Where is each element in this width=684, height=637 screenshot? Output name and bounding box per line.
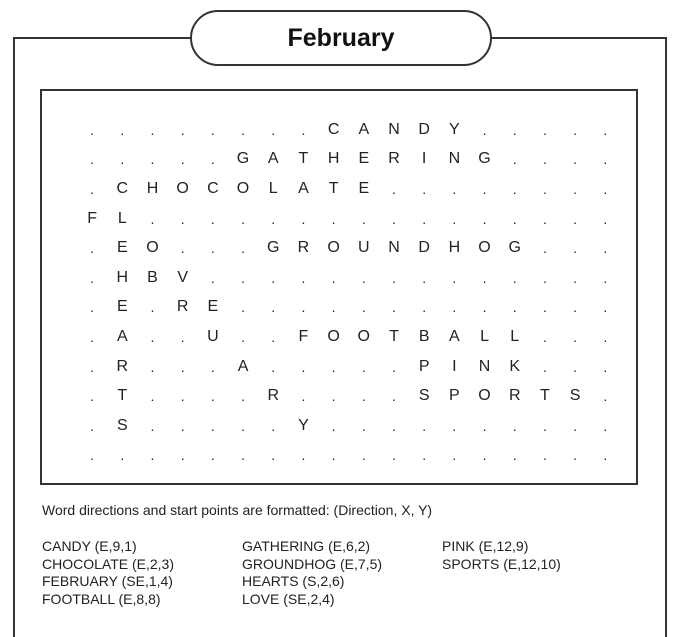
grid-cell: U [207,327,219,345]
grid-cell: . [90,269,95,286]
grid-cell: . [542,210,547,227]
grid-cell: . [180,417,185,434]
grid-cell: . [210,269,215,286]
grid-cell: . [180,328,185,345]
grid-cell: E [207,298,219,316]
grid-cell: . [573,121,578,138]
word-column [42,538,174,608]
grid-cell: . [573,417,578,434]
grid-cell: . [573,358,578,375]
grid-cell: C [207,179,219,197]
grid-cell: . [542,269,547,286]
grid-cell: S [116,416,128,434]
grid-cell: . [603,180,608,197]
grid-cell: . [512,180,517,197]
grid-cell: . [392,269,396,286]
grid-cell: A [449,327,460,345]
grid-cell: Y [449,120,460,138]
grid-cell: O [357,327,370,345]
grid-cell: . [120,121,125,138]
grid-cell: . [603,358,608,375]
grid-cell: . [90,240,95,257]
grid-cell: . [512,121,517,138]
grid-cell: . [482,121,487,138]
grid-cell: . [241,240,245,257]
grid-cell: . [150,328,155,345]
grid-cell: N [478,357,491,375]
grid-cell: . [542,151,547,168]
grid-cell: E [358,179,370,197]
grid-cell: . [482,269,487,286]
grid-cell: . [90,299,95,316]
grid-cell: B [418,327,430,345]
grid-cell: E [358,150,370,168]
grid-cell: . [542,121,547,138]
grid-cell: . [241,269,245,286]
grid-cell: . [392,358,396,375]
grid-cell: . [271,299,276,316]
grid-cell: C [116,179,129,197]
grid-cell: . [180,121,185,138]
grid-cell: K [509,357,521,375]
grid-cell: . [542,447,547,464]
grid-cell: . [301,447,306,464]
grid-cell: L [268,179,278,197]
grid-cell: L [480,327,489,345]
grid-cell: . [301,210,306,227]
grid-cell: . [542,299,547,316]
grid-cell: O [327,327,340,345]
grid-cell: S [569,387,581,405]
grid-cell: Y [298,416,309,434]
grid-cell: I [452,357,457,375]
grid-cell: . [90,180,95,197]
grid-cell: . [150,151,155,168]
grid-cell: C [327,120,340,138]
grid-cell: . [150,447,155,464]
grid-cell: . [603,299,608,316]
grid-cell: F [298,327,309,345]
grid-cell: V [177,268,188,286]
grid-cell: . [603,328,608,345]
grid-cell: . [301,269,306,286]
grid-cell: F [87,209,97,227]
grid-cell: . [331,417,336,434]
grid-cell: . [120,151,125,168]
grid-cell: A [237,357,249,375]
grid-cell: . [210,388,215,405]
grid-cell: G [478,150,491,168]
grid-cell: . [361,210,366,227]
grid-cell: . [452,299,457,316]
grid-cell: . [331,447,336,464]
grid-cell: . [603,447,608,464]
grid-cell: . [301,299,306,316]
grid-cell: . [90,358,95,375]
word-entry: FOOTBALL (E,8,8) [42,590,161,607]
grid-cell: . [573,240,578,257]
grid-cell: . [361,447,366,464]
grid-cell: O [478,239,491,257]
word-entry: FEBRUARY (SE,1,4) [42,573,173,589]
grid-cell: . [452,417,457,434]
page-title: February [190,10,492,66]
grid-cell: . [241,121,245,138]
grid-cell: O [327,239,340,257]
grid-cell: . [603,151,608,168]
grid-cell: . [241,299,245,316]
grid-cell: R [176,298,189,316]
grid-cell: . [573,299,578,316]
grid-cell: . [573,447,578,464]
grid-cell: . [210,358,215,375]
grid-cell: . [210,240,215,257]
grid-cell: . [90,388,95,405]
grid-cell: A [116,327,128,345]
grid-cell: . [392,417,396,434]
grid-cell: P [449,387,460,405]
grid-cell: . [301,121,306,138]
grid-cell: . [512,447,517,464]
grid-cell: . [241,447,245,464]
grid-cell: L [117,209,127,227]
grid-cell: N [388,120,400,138]
grid-cell: . [452,210,457,227]
grid-cell: . [90,121,95,138]
grid-cell: . [482,447,487,464]
grid-cell: . [90,447,95,464]
word-entry: GATHERING (E,6,2) [242,538,371,554]
grid-cell: . [392,210,396,227]
grid-cell: R [267,387,279,405]
grid-cell: . [180,210,185,227]
grid-cell: . [512,417,517,434]
grid-cell: N [388,239,400,257]
grid-cell: . [150,358,155,375]
grid-cell: . [180,388,185,405]
grid-cell: . [452,447,457,464]
grid-cell: . [150,417,155,434]
grid-cell: A [267,150,279,168]
grid-cell: P [418,357,430,375]
grid-cell: . [542,180,547,197]
grid-cell: . [452,180,457,197]
grid-cell: . [241,328,245,345]
grid-cell: G [236,150,250,168]
grid-cell: . [422,180,427,197]
grid-cell: D [418,239,430,257]
grid-cell: . [512,151,517,168]
grid-cell: U [358,239,370,257]
grid-cell: H [448,239,461,257]
word-entry: SPORTS (E,12,10) [442,555,561,572]
grid-cell: G [508,239,521,257]
grid-cell: . [573,269,578,286]
grid-cell: E [116,298,128,316]
grid-cell: . [512,299,517,316]
word-entry: LOVE (SE,2,4) [242,590,335,607]
grid-cell: . [452,269,457,286]
grid-cell: . [573,210,578,227]
grid-cell: . [542,358,547,375]
grid-cell: . [331,210,336,227]
grid-cell: O [176,179,189,197]
grid-cell: . [482,180,487,197]
grid-cell: . [603,417,608,434]
grid-cell: . [241,417,245,434]
grid-cell: . [392,447,396,464]
grid-cell: I [421,150,427,168]
grid-cell: G [266,239,280,257]
grid-cell: . [422,447,427,464]
grid-cell: . [241,210,245,227]
grid-cell: . [271,210,276,227]
word-column [242,538,382,608]
grid-cell: . [241,388,245,405]
grid-cell: . [150,210,155,227]
grid-cell: . [512,210,517,227]
grid-cell: T [117,387,128,405]
grid-cell: A [358,120,370,138]
grid-cell: . [422,210,427,227]
grid-cell: . [361,358,366,375]
word-list [42,538,642,618]
grid-cell: . [271,417,276,434]
grid-cell: . [392,180,396,197]
grid-cell: . [392,299,396,316]
grid-cell: . [120,447,125,464]
grid-cell: . [150,121,155,138]
grid-cell: . [331,358,336,375]
grid-cell: R [297,239,310,257]
grid-cell: B [147,268,158,286]
grid-cell: . [301,358,306,375]
grid-cell: D [418,120,430,138]
grid-cell: . [361,388,366,405]
grid-cell: . [603,388,608,405]
word-entry: GROUNDHOG (E,7,5) [242,555,383,572]
grid-cell: . [542,240,547,257]
grid-cell: . [180,240,185,257]
grid-cell: N [448,150,461,168]
grid-cell: . [482,299,487,316]
grid-cell: T [328,179,339,197]
word-entry: CANDY (E,9,1) [42,538,137,554]
instructions-text: Word directions and start points are formatted: (Direction, X, Y) [42,502,433,518]
grid-cell: L [510,327,520,345]
grid-cell: . [180,447,185,464]
grid-cell: . [361,417,366,434]
word-column [442,538,561,573]
grid-cell: . [180,358,185,375]
grid-cell: . [482,417,487,434]
grid-cell: E [116,239,128,257]
grid-cell: . [392,388,396,405]
grid-cell: H [146,179,159,197]
grid-cell: R [116,357,129,375]
grid-cell: H [327,150,340,168]
grid-cell: . [271,269,276,286]
grid-cell: . [331,299,336,316]
grid-cell: R [388,150,400,168]
grid-cell: . [301,388,306,405]
grid-cell: . [482,210,487,227]
grid-cell: . [210,210,215,227]
grid-cell: . [573,151,578,168]
grid-cell: . [331,388,336,405]
grid-cell: . [150,299,155,316]
grid-cell: . [422,417,427,434]
grid-cell: . [573,328,578,345]
grid-cell: H [116,268,129,286]
grid-cell: . [422,269,427,286]
word-entry: PINK (E,12,9) [442,538,529,554]
grid-cell: . [271,358,276,375]
grid-cell: . [90,417,95,434]
grid-cell: O [236,179,250,197]
grid-cell: T [540,387,550,405]
grid-cell: . [361,299,366,316]
word-entry: HEARTS (S,2,6) [242,573,345,589]
grid-cell: . [90,328,95,345]
grid-cell: . [210,417,215,434]
grid-cell: O [478,387,491,405]
grid-cell: . [542,417,547,434]
grid-cell: . [422,299,427,316]
grid-cell: . [210,447,215,464]
grid-cell: . [180,151,185,168]
grid-cell: . [361,269,366,286]
grid-cell: . [331,269,336,286]
grid-cell: . [271,121,276,138]
word-entry: CHOCOLATE (E,2,3) [42,555,174,572]
grid-cell: . [573,180,578,197]
grid-cell: S [418,387,430,405]
grid-cell: . [210,121,215,138]
grid-cell: R [508,387,521,405]
grid-cell: . [603,269,608,286]
grid-cell: O [146,239,159,257]
grid-cell: T [389,327,399,345]
grid-cell: A [298,179,309,197]
grid-cell: . [90,151,95,168]
grid-cell: T [298,150,309,168]
grid-cell: . [603,240,608,257]
grid-cell: . [150,388,155,405]
grid-cell: . [271,328,276,345]
grid-cell: . [603,210,608,227]
grid-cell: . [542,328,547,345]
grid-cell: . [603,121,608,138]
grid-cell: . [512,269,517,286]
word-search-grid [77,115,620,470]
grid-cell: . [271,447,276,464]
grid-cell: . [210,151,215,168]
